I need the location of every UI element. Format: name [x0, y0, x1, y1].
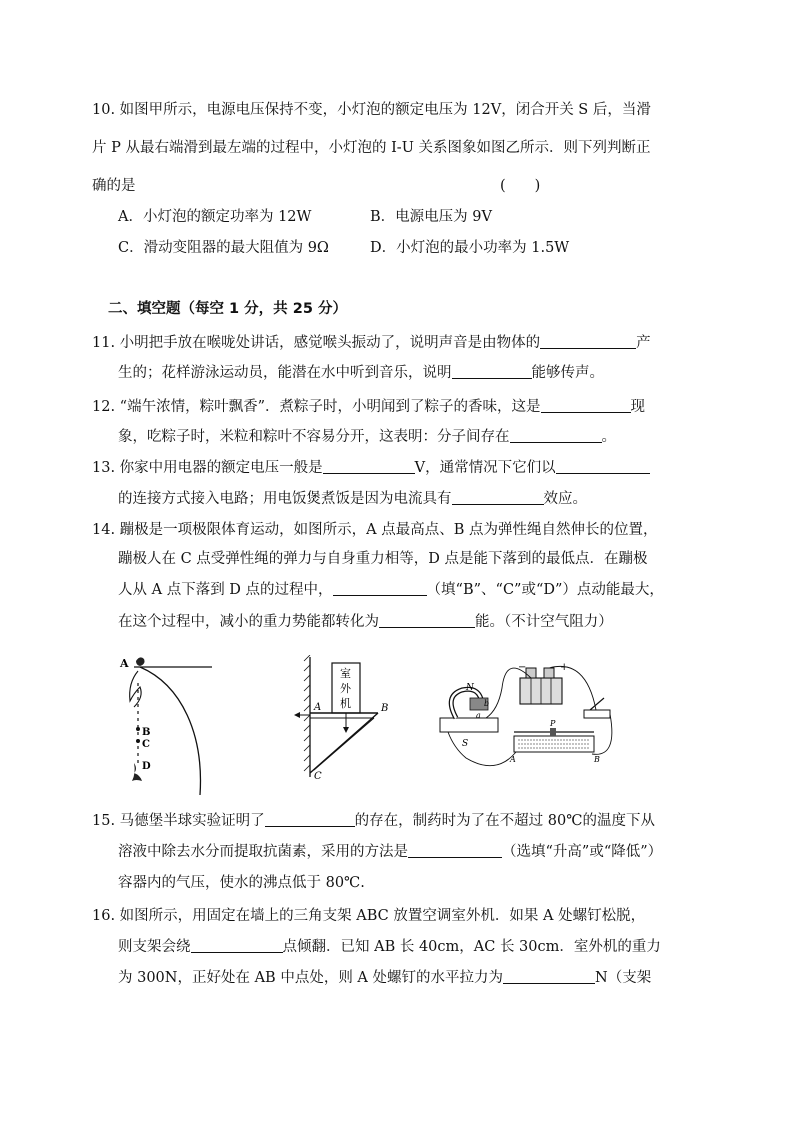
q14-line1: 14. 蹦极是一项极限体育运动，如图所示，A 点最高点、B 点为弹性绳自然伸长的位置，: [92, 522, 658, 538]
slider-label-p: P: [550, 719, 556, 728]
q14-text-6: 能。（不计空气阻力）: [475, 614, 613, 630]
q15-line2: [118, 840, 662, 861]
electromagnet-icon: [440, 689, 498, 732]
q16-text-4: 为 300N，正好处在 AB 中点处，则 A 处螺钉的水平拉力为: [118, 970, 504, 986]
circuit-figure: [436, 658, 618, 778]
q16-blank-1[interactable]: [191, 938, 283, 954]
q13-blank-1[interactable]: [323, 459, 415, 475]
q14-blank-2[interactable]: [379, 613, 475, 629]
bungee-label-d: D: [142, 761, 151, 772]
unit-text-1: 室: [340, 667, 351, 680]
q15-line3: 容器内的气压，使水的沸点低于 80℃.: [118, 875, 365, 891]
battery-positive-label: +: [560, 662, 569, 673]
q13-text-1: 13. 你家中用电器的额定电压一般是: [92, 460, 323, 476]
q10-line3: 确的是: [92, 178, 136, 194]
unit-text-3: 机: [340, 697, 351, 710]
q16-blank-2[interactable]: [503, 969, 595, 985]
q15-text-1: 15. 马德堡半球实验证明了: [92, 813, 265, 829]
q12-blank-1[interactable]: [541, 398, 631, 414]
q10-option-c: C．滑动变阻器的最大阻值为 9Ω: [118, 240, 329, 256]
q13-line1: [92, 456, 650, 477]
q12-text-4: 。: [601, 429, 616, 445]
q16-line2: [118, 935, 661, 956]
q13-text-4: 效应。: [543, 491, 587, 507]
rheostat-icon: [514, 728, 594, 752]
unit-text-2: 外: [340, 682, 351, 695]
q11-blank-2[interactable]: [452, 364, 532, 380]
q13-line2: [118, 487, 587, 508]
q13-text-2: V，通常情况下它们以: [414, 460, 556, 476]
q15-text-2: 的存在，制药时为了在不超过 80℃的温度下从: [354, 813, 655, 829]
rheostat-label-a: A: [510, 755, 516, 764]
bracket-figure: [294, 655, 394, 780]
q14-blank-1[interactable]: [333, 581, 427, 597]
q11-line1: [92, 331, 651, 352]
q14-line4: [118, 610, 613, 631]
q12-text-3: 象，吃粽子时，米粒和粽叶不容易分开，这表明：分子间存在: [118, 429, 510, 445]
q14-text-3: 人从 A 点下落到 D 点的过程中，: [118, 582, 333, 598]
q11-line2: [118, 361, 604, 382]
battery-negative-label: −: [518, 662, 527, 673]
q15-text-3: 溶液中除去水分而提取抗菌素，采用的方法是: [118, 844, 408, 860]
coil-label-a: a: [476, 711, 481, 720]
bungee-figure: [112, 645, 216, 800]
q12-line2: [118, 425, 616, 446]
q16-text-2: 则支架会绕: [118, 939, 191, 955]
bungee-label-a: A: [120, 657, 129, 670]
q11-text-3: 生的；花样游泳运动员，能潜在水中听到音乐，说明: [118, 365, 452, 381]
coil-label-b: b: [484, 699, 490, 708]
q11-text-1: 11. 小明把手放在喉咙处讲话，感觉喉头振动了，说明声音是由物体的: [92, 335, 541, 351]
q15-blank-1[interactable]: [265, 812, 355, 828]
q10-line2: 片 P 从最右端滑到最左端的过程中，小灯泡的 I-U 关系图象如图乙所示．则下列判断正: [92, 140, 651, 156]
bracket-label-a: A: [314, 702, 322, 713]
pole-label-s: S: [462, 739, 469, 749]
q10-option-b: B．电源电压为 9V: [370, 209, 492, 225]
q13-blank-3[interactable]: [452, 490, 544, 506]
q14-text-5: 在这个过程中，减小的重力势能都转化为: [118, 614, 379, 630]
jumper-bottom-icon: [132, 763, 142, 781]
pole-label-n: N: [466, 683, 474, 693]
bungee-label-c: C: [142, 739, 150, 750]
section-heading: 二、填空题（每空 1 分，共 25 分）: [108, 301, 347, 317]
bungee-label-b: B: [142, 727, 151, 738]
q14-text-4: （填“B”、“C”或“D”）点动能最大，: [426, 582, 664, 598]
q10-option-a: A．小灯泡的额定功率为 12W: [118, 209, 312, 225]
q13-text-3: 的连接方式接入电路；用电饭煲煮饭是因为电流具有: [118, 491, 452, 507]
q15-text-4: （选填“升高”或“降低”）: [502, 844, 663, 860]
q15-line1: [92, 809, 655, 830]
q16-text-5: N（支架: [595, 970, 652, 986]
q10-answer-bracket: ( ): [500, 178, 541, 194]
q12-text-2: 现: [630, 399, 645, 415]
q11-blank-1[interactable]: [540, 334, 636, 350]
q10-option-d: D．小灯泡的最小功率为 1.5W: [370, 240, 570, 256]
q16-line3: [118, 966, 651, 987]
q12-line1: [92, 395, 645, 416]
switch-icon: [584, 698, 610, 718]
q16-text-3: 点倾翻．已知 AB 长 40cm，AC 长 30cm．室外机的重力: [282, 939, 661, 955]
bracket-label-b: B: [381, 703, 389, 714]
q12-text-1: 12. “端午浓情，粽叶飘香”．煮粽子时，小明闻到了粽子的香味，这是: [92, 399, 541, 415]
q14-line3: [118, 578, 664, 599]
rheostat-label-b: B: [594, 755, 600, 764]
q12-blank-2[interactable]: [510, 428, 602, 444]
bracket-label-c: C: [314, 771, 322, 780]
q15-blank-2[interactable]: [408, 843, 502, 859]
q13-blank-2[interactable]: [556, 459, 650, 475]
jumper-top-icon: [136, 657, 145, 666]
q11-text-2: 产: [636, 335, 651, 351]
q14-line2: 蹦极人在 C 点受弹性绳的弹力与自身重力相等，D 点是能下落到的最低点．在蹦极: [118, 551, 648, 567]
q16-line1: 16. 如图所示，用固定在墙上的三角支架 ABC 放置空调室外机．如果 A 处螺钉松脱，: [92, 908, 646, 924]
q10-line1: 10. 如图甲所示，电源电压保持不变，小灯泡的额定电压为 12V，闭合开关 S 后，当滑: [92, 102, 651, 118]
q11-text-4: 能够传声。: [531, 365, 604, 381]
